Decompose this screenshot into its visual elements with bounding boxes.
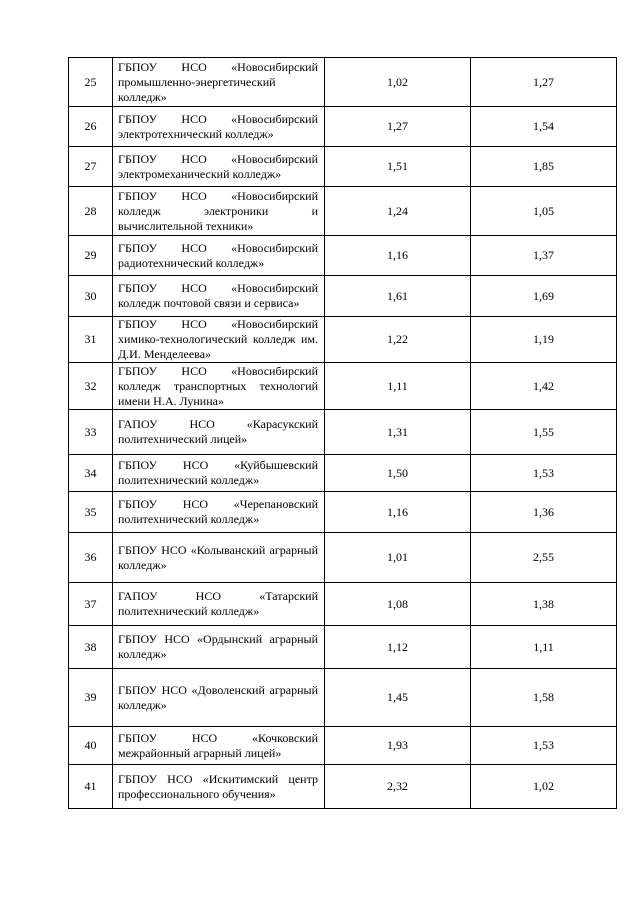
table-row [69,533,617,583]
institution-name: ГАПОУ НСО «Татарский политехнический колледж» [113,583,325,626]
institution-name: ГБПОУ НСО «Искитимский центр профессионального обучения» [113,765,325,809]
institution-name: ГБПОУ НСО «Черепановский политехнический колледж» [113,492,325,533]
table-row [69,363,617,410]
table-row [69,626,617,669]
value-col-2: 1,58 [471,669,617,727]
institution-name: ГБПОУ НСО «Кочковский межрайонный аграрный лицей» [113,727,325,765]
institution-name: ГБПОУ НСО «Новосибирский колледж электроники и вычислительной техники» [113,187,325,236]
value-col-1: 1,02 [325,58,471,107]
row-number: 26 [69,107,113,147]
value-col-2: 1,53 [471,727,617,765]
institution-name: ГАПОУ НСО «Карасукский политехнический лицей» [113,410,325,455]
value-col-1: 1,31 [325,410,471,455]
institution-name: ГБПОУ НСО «Новосибирский электротехнический колледж» [113,107,325,147]
row-number: 38 [69,626,113,669]
value-col-1: 1,51 [325,147,471,187]
table-row [69,492,617,533]
row-number: 31 [69,317,113,363]
value-col-2: 1,11 [471,626,617,669]
table-body [69,58,617,809]
institution-name: ГБПОУ НСО «Колыванский аграрный колледж» [113,533,325,583]
table-row [69,727,617,765]
value-col-1: 1,16 [325,492,471,533]
row-number: 35 [69,492,113,533]
value-col-1: 1,16 [325,236,471,276]
value-col-2: 2,55 [471,533,617,583]
row-number: 27 [69,147,113,187]
value-col-1: 1,93 [325,727,471,765]
row-number: 32 [69,363,113,410]
institution-name: ГБПОУ НСО «Новосибирский колледж почтовой связи и сервиса» [113,276,325,317]
value-col-1: 1,12 [325,626,471,669]
value-col-2: 1,54 [471,107,617,147]
value-col-2: 1,85 [471,147,617,187]
value-col-2: 1,69 [471,276,617,317]
row-number: 34 [69,455,113,492]
table-row [69,410,617,455]
institution-name: ГБПОУ НСО «Доволенский аграрный колледж» [113,669,325,727]
institution-name: ГБПОУ НСО «Новосибирский электромеханический колледж» [113,147,325,187]
value-col-1: 1,24 [325,187,471,236]
value-col-1: 1,01 [325,533,471,583]
value-col-1: 2,32 [325,765,471,809]
value-col-1: 1,27 [325,107,471,147]
value-col-2: 1,53 [471,455,617,492]
table-row [69,317,617,363]
row-number: 28 [69,187,113,236]
table-row [69,147,617,187]
value-col-1: 1,50 [325,455,471,492]
institution-name: ГБПОУ НСО «Новосибирский промышленно-энергетический колледж» [113,58,325,107]
value-col-2: 1,36 [471,492,617,533]
data-table [68,57,617,809]
table-row [69,455,617,492]
institution-name: ГБПОУ НСО «Новосибирский радиотехнический колледж» [113,236,325,276]
table-row [69,107,617,147]
row-number: 36 [69,533,113,583]
row-number: 33 [69,410,113,455]
institution-name: ГБПОУ НСО «Новосибирский химико-технологический колледж им. Д.И. Менделеева» [113,317,325,363]
value-col-2: 1,27 [471,58,617,107]
institution-name: ГБПОУ НСО «Ордынский аграрный колледж» [113,626,325,669]
value-col-1: 1,61 [325,276,471,317]
value-col-2: 1,19 [471,317,617,363]
institution-name: ГБПОУ НСО «Куйбышевский политехнический колледж» [113,455,325,492]
row-number: 29 [69,236,113,276]
value-col-2: 1,37 [471,236,617,276]
table-row [69,583,617,626]
row-number: 25 [69,58,113,107]
table-row [69,669,617,727]
table-row [69,276,617,317]
value-col-1: 1,08 [325,583,471,626]
value-col-2: 1,05 [471,187,617,236]
table-row [69,236,617,276]
row-number: 37 [69,583,113,626]
table-row [69,58,617,107]
value-col-2: 1,42 [471,363,617,410]
value-col-1: 1,11 [325,363,471,410]
row-number: 30 [69,276,113,317]
table-row [69,187,617,236]
row-number: 40 [69,727,113,765]
row-number: 41 [69,765,113,809]
table-row [69,765,617,809]
value-col-1: 1,22 [325,317,471,363]
institution-name: ГБПОУ НСО «Новосибирский колледж транспортных технологий имени Н.А. Лунина» [113,363,325,410]
value-col-1: 1,45 [325,669,471,727]
row-number: 39 [69,669,113,727]
value-col-2: 1,55 [471,410,617,455]
value-col-2: 1,38 [471,583,617,626]
value-col-2: 1,02 [471,765,617,809]
